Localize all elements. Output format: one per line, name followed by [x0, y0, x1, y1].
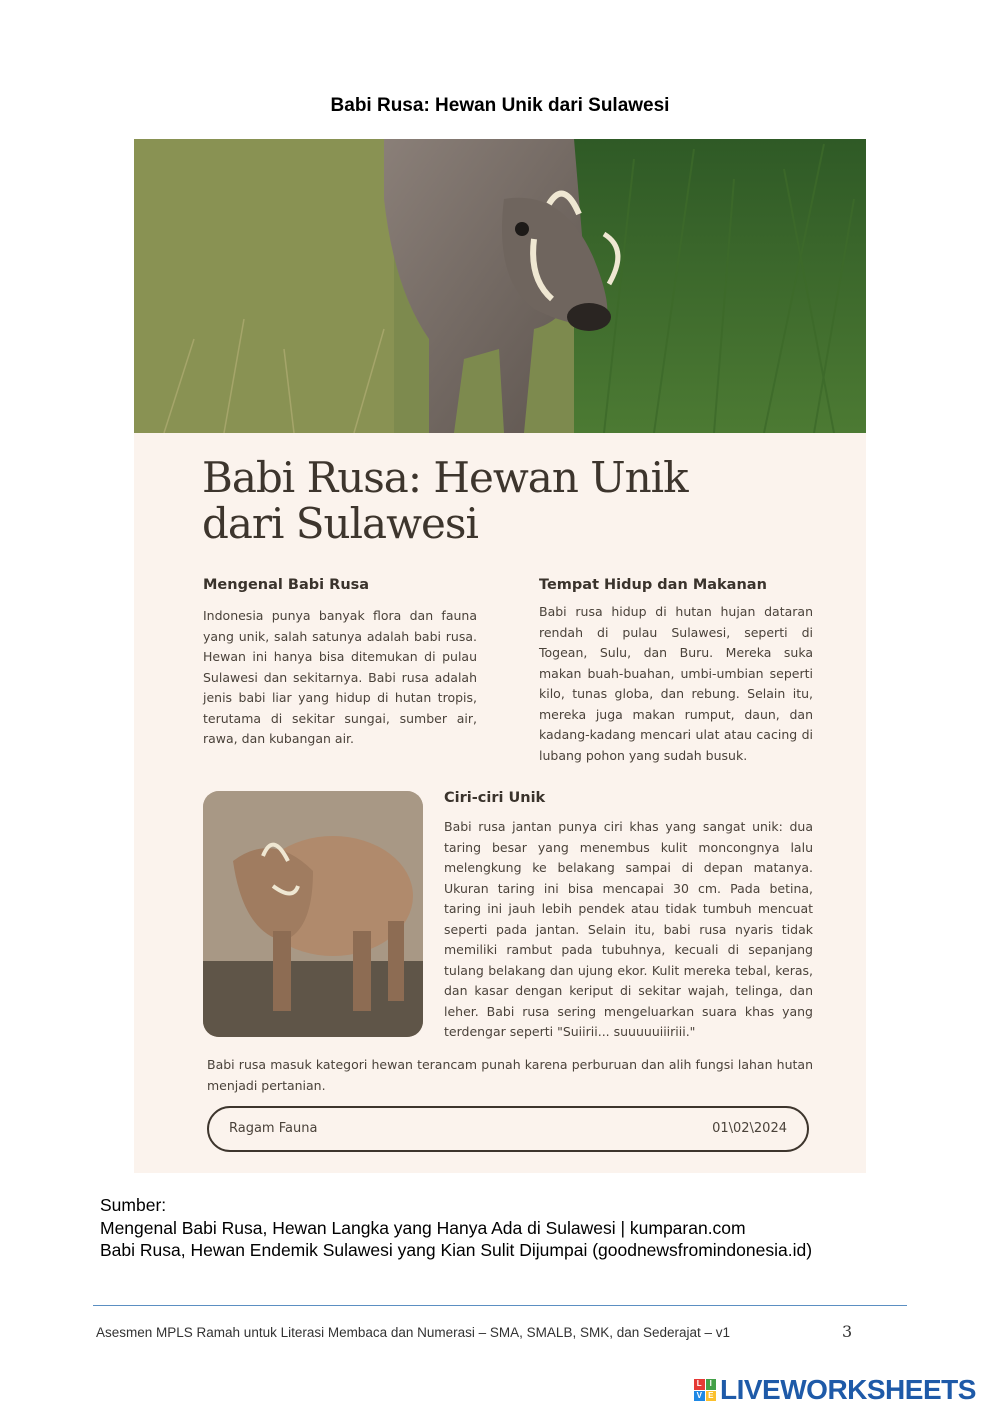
liveworksheets-logo[interactable]: [694, 1374, 976, 1406]
section-ciri-title: Ciri-ciri Unik: [444, 790, 546, 806]
badge-letter-i: I: [706, 1379, 717, 1390]
section-habitat-title: Tempat Hidup dan Makanan: [539, 577, 767, 593]
poster-heading: [202, 455, 762, 547]
babirusa-side-photo: [203, 791, 423, 1037]
hero-photo-babirusa: [134, 139, 866, 433]
footer-divider: [93, 1305, 907, 1306]
badge-letter-l: L: [694, 1379, 705, 1390]
section-habitat-body: Babi rusa hidup di hutan hujan dataran rendah di pulau Sulawesi, seperti di Togean, Sulu, dan Buru. Mereka suka makan buah-buahan, umbi-umbian seperti kilo, tunas globa, dan rebung. Selain itu, mereka juga makan rumput, daun, dan kadang-kadang mencari ulat atau cacing di lubang pohon yang sudah busuk.: [539, 604, 813, 763]
babirusa-side-illustration: [203, 791, 423, 1037]
badge-letter-v: V: [694, 1391, 705, 1402]
poster-heading-line2: dari Sulawesi: [202, 499, 478, 548]
liveworksheets-wordmark: LIVEWORKSHEETS: [720, 1374, 976, 1405]
article-poster: [134, 139, 866, 1173]
section-ciri-body: Babi rusa jantan punya ciri khas yang sangat unik: dua taring besar yang menembus kulit moncongnya lalu melengkung ke belakang sampai di depan matanya. Ukuran taring ini bisa mencapai 30 cm. Pada betina, taring ini jauh lebih pendek atau tidak tumbuh mencuat seperti pada jantan. Selain itu, babi rusa nyaris tidak memiliki rambut pada tubuhnya, kecuali di sepanjang tulang belakang dan ujung ekor. Kulit mereka tebal, keras, dan kasar dengan keriput di sekitar wajah, telinga, dan leher. Babi rusa sering mengeluarkan suara khas yang terdengar seperti "Suiirii... suuuuuiiiriii.": [444, 819, 813, 1039]
source-link-2[interactable]: Babi Rusa, Hewan Endemik Sulawesi yang Kian Sulit Dijumpai (goodnewsfromindonesia.id): [100, 1240, 813, 1260]
closing-paragraph: Babi rusa masuk kategori hewan terancam punah karena perburuan dan alih fungsi lahan hutan menjadi pertanian.: [207, 1057, 813, 1093]
footer-text: Asesmen MPLS Ramah untuk Literasi Membaca dan Numerasi – SMA, SMALB, SMK, dan Sederajat – v1: [96, 1325, 731, 1340]
source-list: [100, 1194, 812, 1262]
poster-heading-line1: Babi Rusa: Hewan Unik: [202, 453, 688, 502]
badge-letter-e: E: [706, 1391, 717, 1402]
poster-footer-date: 01\02\2024: [712, 1121, 787, 1136]
source-link-1[interactable]: Mengenal Babi Rusa, Hewan Langka yang Hanya Ada di Sulawesi | kumparan.com: [100, 1217, 746, 1238]
page-title: Babi Rusa: Hewan Unik dari Sulawesi: [330, 95, 670, 116]
page-number: 3: [842, 1322, 853, 1341]
poster-footer-bar: [207, 1106, 809, 1152]
section-mengenal-title: Mengenal Babi Rusa: [203, 577, 370, 593]
section-mengenal-body: Indonesia punya banyak flora dan fauna yang unik, salah satunya adalah babi rusa. Hewan ini hanya bisa ditemukan di pulau Sulawesi dan sekitarnya. Babi rusa adalah jenis babi liar yang hidup di hutan tropis, terutama di sekitar sungai, sumber air, rawa, dan kubangan air.: [203, 608, 477, 746]
poster-footer-source: Ragam Fauna: [229, 1121, 318, 1136]
babirusa-hero-illustration: [134, 139, 866, 433]
liveworksheets-badge-icon: [694, 1379, 716, 1401]
source-label: Sumber:: [100, 1195, 167, 1215]
